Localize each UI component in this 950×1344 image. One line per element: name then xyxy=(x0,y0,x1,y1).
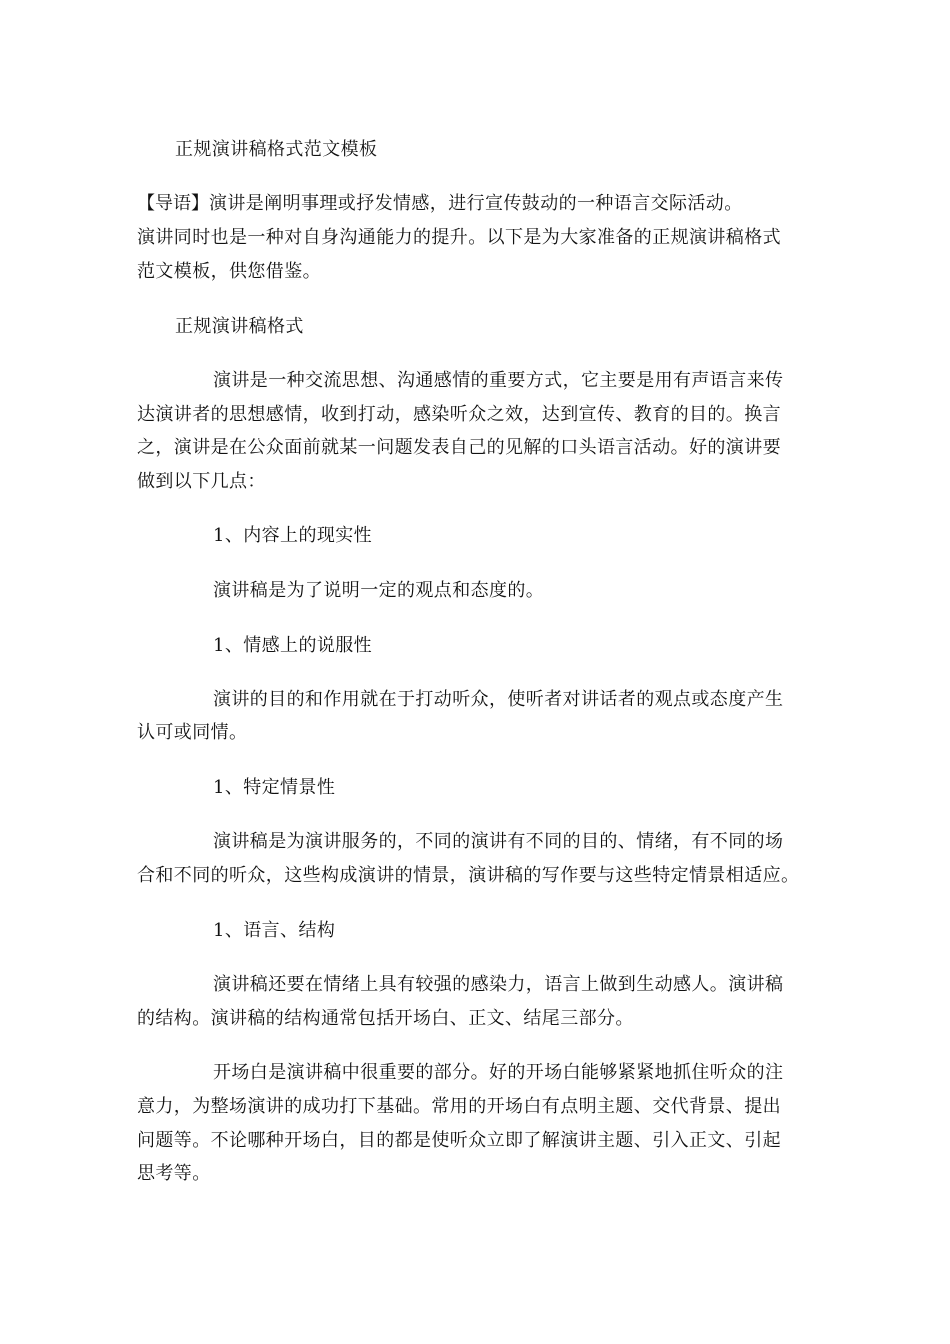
point-3-heading: 1、特定情景性 xyxy=(213,777,336,798)
point-1-text-line-1: 演讲稿是为了说明一定的观点和态度的。 xyxy=(213,580,545,601)
body-paragraph-1-line-4: 做到以下几点： xyxy=(137,471,266,492)
point-4-text-line-2: 的结构。演讲稿的结构通常包括开场白、正文、结尾三部分。 xyxy=(137,1008,634,1029)
point-2-heading: 1、情感上的说服性 xyxy=(213,635,373,656)
intro-line-3: 范文模板，供您借鉴。 xyxy=(137,261,321,282)
opening-text-line-2: 意力，为整场演讲的成功打下基础。常用的开场白有点明主题、交代背景、提出 xyxy=(137,1096,781,1117)
point-1-heading: 1、内容上的现实性 xyxy=(213,525,373,546)
point-3-text-line-2: 合和不同的听众，这些构成演讲的情景，演讲稿的写作要与这些特定情景相适应。 xyxy=(137,865,800,886)
point-4-text-line-1: 演讲稿还要在情绪上具有较强的感染力，语言上做到生动感人。演讲稿 xyxy=(213,974,784,995)
opening-text-line-3: 问题等。不论哪种开场白，目的都是使听众立即了解演讲主题、引入正文、引起 xyxy=(137,1130,781,1151)
intro-line-1 xyxy=(137,188,827,219)
document-title: 正规演讲稿格式范文模板 xyxy=(175,139,378,160)
opening-text-line-1: 开场白是演讲稿中很重要的部分。好的开场白能够紧紧地抓住听众的注 xyxy=(213,1062,784,1083)
section-heading: 正规演讲稿格式 xyxy=(175,316,304,337)
intro-label: 【导语】 xyxy=(137,193,209,214)
body-paragraph-1-line-2: 达演讲者的思想感情，收到打动，感染听众之效，达到宣传、教育的目的。换言 xyxy=(137,404,781,425)
point-4-heading: 1、语言、结构 xyxy=(213,920,336,941)
body-paragraph-1-line-1: 演讲是一种交流思想、沟通感情的重要方式，它主要是用有声语言来传 xyxy=(213,370,784,391)
opening-text-line-4: 思考等。 xyxy=(137,1163,211,1184)
intro-text: 演讲是阐明事理或抒发情感，进行宣传鼓动的一种语言交际活动。 xyxy=(209,193,743,214)
body-paragraph-1-line-3: 之，演讲是在公众面前就某一问题发表自己的见解的口头语言活动。好的演讲要 xyxy=(137,437,781,458)
point-3-text-line-1: 演讲稿是为演讲服务的，不同的演讲有不同的目的、情绪，有不同的场 xyxy=(213,831,784,852)
point-2-text-line-1: 演讲的目的和作用就在于打动听众，使听者对讲话者的观点或态度产生 xyxy=(213,689,784,710)
intro-line-2: 演讲同时也是一种对自身沟通能力的提升。以下是为大家准备的正规演讲稿格式 xyxy=(137,227,781,248)
point-2-text-line-2: 认可或同情。 xyxy=(137,722,248,743)
